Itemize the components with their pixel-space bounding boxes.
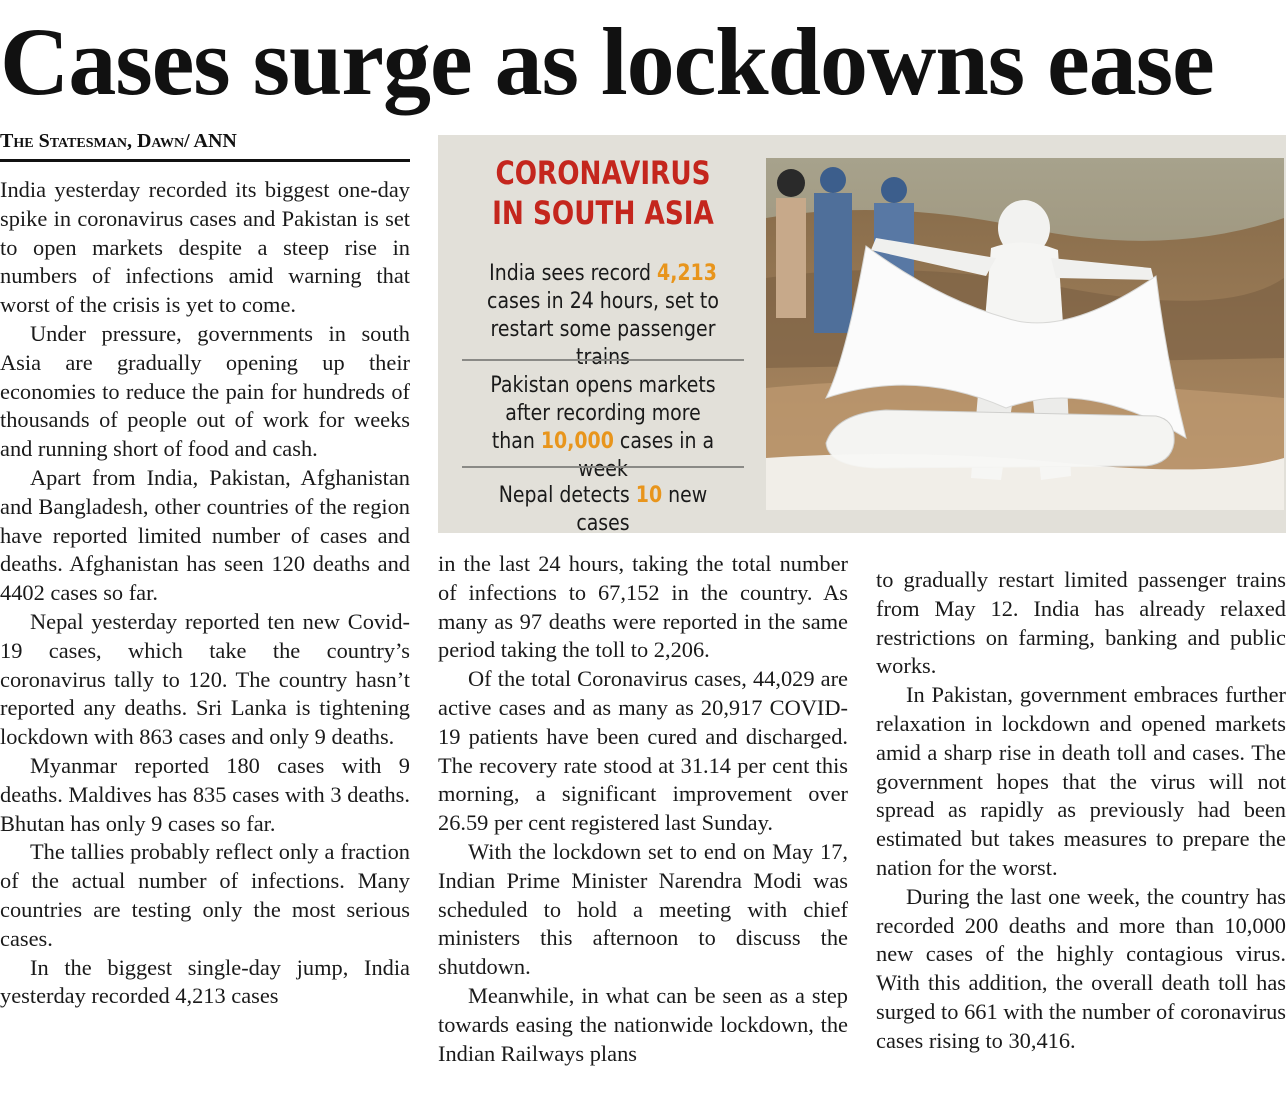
article-column-2 xyxy=(438,550,848,1068)
paragraph: In Pakistan, government embraces further relaxation in lockdown and opened markets amid a sharp rise in death toll and cases. The government hopes that the virus will not spread as rapidly as previously had been estimated but takes measures to prepare the nation for the worst. xyxy=(876,682,1286,880)
factbox-text: Pakistan opens markets after recording more than xyxy=(490,373,716,454)
factbox-text: cases in 24 hours, set to restart some passenger trains xyxy=(487,289,719,370)
factbox-text: new cases xyxy=(576,483,708,536)
article-column-1 xyxy=(0,176,410,1011)
paragraph: With the lockdown set to end on May 17, Indian Prime Minister Narendra Modi was scheduled to hold a meeting with chief ministers this afternoon to discuss the shutdown. xyxy=(438,838,848,980)
paragraph: Nepal yesterday reported ten new Covid-19 cases, which take the country’s coronavirus tally to 120. The country hasn’t reported any deaths. Sri Lanka is tightening lockdown with 863 cases and only 9 deaths. xyxy=(0,608,410,750)
photo-illustration xyxy=(766,158,1284,510)
factbox-item-india xyxy=(482,260,725,372)
factbox-text: India sees record xyxy=(489,261,658,286)
news-photo xyxy=(766,158,1284,510)
headline: Cases surge as lockdowns ease xyxy=(0,8,1214,115)
factbox-title-line: IN SOUTH ASIA xyxy=(492,194,714,232)
factbox-number: 10,000 xyxy=(540,429,614,454)
factbox-number: 10 xyxy=(635,483,663,508)
paragraph: In the biggest single-day jump, India yesterday recorded 4,213 cases xyxy=(0,954,410,1009)
paragraph: Of the total Coronavirus cases, 44,029 are active cases and as many as 20,917 COVID-19 patients have been cured and discharged. The recovery rate stood at 31.14 per cent this morning, a significant improvement over 26.59 per cent registered last Sunday. xyxy=(438,666,848,836)
paragraph: India yesterday recorded its biggest one-day spike in coronavirus cases and Pakistan is set to open markets despite a steep rise in numbers of infections amid warning that worst of the crisis is yet to come. xyxy=(0,177,410,318)
factbox-divider xyxy=(462,359,744,361)
factbox-title xyxy=(487,153,718,233)
factbox-text: cases in a week xyxy=(578,429,715,482)
factbox-text: Nepal detects xyxy=(498,483,636,508)
byline: The Statesman, Dawn/ ANN xyxy=(0,127,410,162)
paragraph: Myanmar reported 180 cases with 9 deaths. Maldives has 835 cases with 3 deaths. Bhutan has only 9 cases so far. xyxy=(0,752,410,836)
paragraph: Meanwhile, in what can be seen as a step towards easing the nationwide lockdown, the Indian Railways plans xyxy=(438,982,848,1066)
paragraph: Under pressure, governments in south Asia are gradually opening up their economies to reduce the pain for hundreds of thousands of people out of work for weeks and running short of food and cash. xyxy=(0,320,410,462)
factbox-number: 4,213 xyxy=(657,261,717,286)
paragraph: in the last 24 hours, taking the total number of infections to 67,152 in the country. As many as 97 deaths were reported in the same period taking the toll to 2,206. xyxy=(438,551,848,663)
paragraph: Apart from India, Pakistan, Afghanistan and Bangladesh, other countries of the region have reported limited number of cases and deaths. Afghanistan has seen 120 deaths and 4402 cases so far. xyxy=(0,464,410,606)
paragraph: to gradually restart limited passenger trains from May 12. India has already relaxed restrictions on farming, banking and public works. xyxy=(876,567,1286,679)
factbox-title-line: CORONAVIRUS xyxy=(495,154,711,192)
factbox-item-nepal xyxy=(482,482,725,538)
factbox-divider xyxy=(462,466,744,468)
paragraph: The tallies probably reflect only a fraction of the actual number of infections. Many countries are testing only the most serious cases. xyxy=(0,839,410,951)
article-column-3 xyxy=(876,566,1286,1056)
paragraph: During the last one week, the country has recorded 200 deaths and more than 10,000 new cases of the highly contagious virus. With this addition, the overall death toll has surged to 661 with the number of coronavirus cases rising to 30,416. xyxy=(876,883,1286,1053)
